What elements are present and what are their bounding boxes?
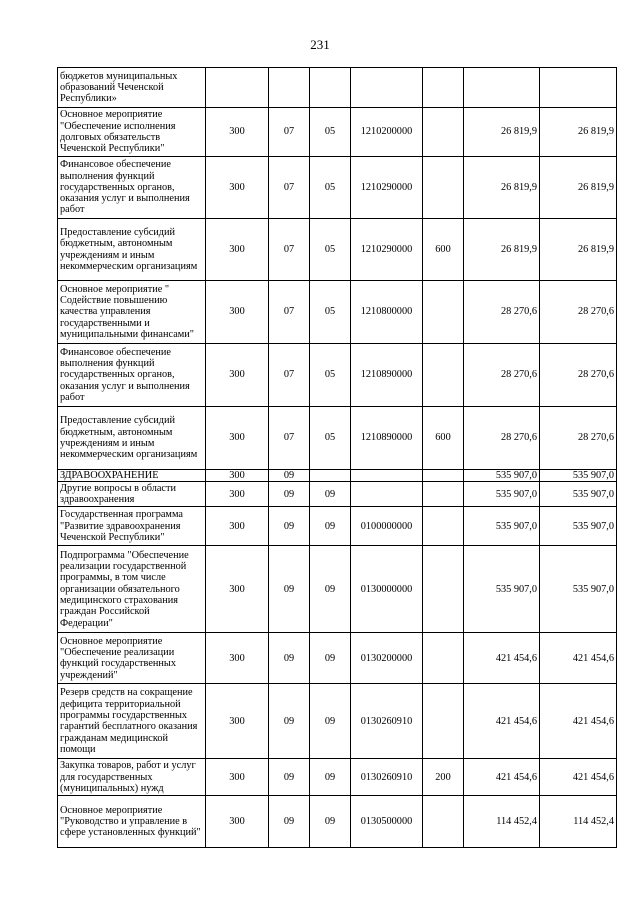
cell-amount-1: 421 454,6 bbox=[464, 684, 540, 759]
page-number: 231 bbox=[310, 37, 330, 52]
cell-section: 09 bbox=[269, 684, 310, 759]
cell-target-article bbox=[351, 470, 423, 482]
cell-section: 09 bbox=[269, 633, 310, 684]
cell-section: 07 bbox=[269, 219, 310, 281]
cell-amount-2: 28 270,6 bbox=[540, 344, 617, 407]
cell-ministry-code: 300 bbox=[206, 507, 269, 546]
cell-description: Основное мероприятие "Обеспечение реализации функций государственных учреждений" bbox=[58, 633, 206, 684]
cell-ministry-code: 300 bbox=[206, 633, 269, 684]
cell-section: 09 bbox=[269, 482, 310, 507]
cell-expense-type bbox=[423, 68, 464, 108]
cell-expense-type: 200 bbox=[423, 759, 464, 796]
table-row bbox=[58, 633, 617, 684]
cell-ministry-code: 300 bbox=[206, 344, 269, 407]
table-row bbox=[58, 108, 617, 157]
cell-target-article: 1210290000 bbox=[351, 157, 423, 219]
cell-subsection: 09 bbox=[310, 759, 351, 796]
cell-target-article: 1210200000 bbox=[351, 108, 423, 157]
cell-ministry-code: 300 bbox=[206, 108, 269, 157]
cell-subsection bbox=[310, 68, 351, 108]
cell-subsection: 09 bbox=[310, 546, 351, 633]
cell-amount-1: 535 907,0 bbox=[464, 470, 540, 482]
cell-subsection: 09 bbox=[310, 482, 351, 507]
table-row bbox=[58, 68, 617, 108]
cell-description: Резерв средств на сокращение дефицита территориальной программы государственных гарантий бесплатного оказания гражданам медицинской помощи bbox=[58, 684, 206, 759]
table-row bbox=[58, 796, 617, 848]
cell-section: 09 bbox=[269, 470, 310, 482]
cell-amount-1: 26 819,9 bbox=[464, 108, 540, 157]
cell-amount-1 bbox=[464, 68, 540, 108]
cell-description: Основное мероприятие " Содействие повышению качества управления государственными и муниципальными финансами" bbox=[58, 281, 206, 344]
cell-amount-1: 28 270,6 bbox=[464, 407, 540, 470]
cell-expense-type bbox=[423, 633, 464, 684]
cell-subsection: 09 bbox=[310, 684, 351, 759]
cell-amount-1: 421 454,6 bbox=[464, 759, 540, 796]
cell-subsection: 05 bbox=[310, 157, 351, 219]
cell-target-article: 0130500000 bbox=[351, 796, 423, 848]
cell-subsection: 05 bbox=[310, 407, 351, 470]
table-row bbox=[58, 507, 617, 546]
cell-target-article: 0130000000 bbox=[351, 546, 423, 633]
cell-ministry-code: 300 bbox=[206, 157, 269, 219]
cell-amount-2: 535 907,0 bbox=[540, 507, 617, 546]
cell-amount-1: 28 270,6 bbox=[464, 344, 540, 407]
cell-amount-2: 421 454,6 bbox=[540, 759, 617, 796]
table-row bbox=[58, 482, 617, 507]
table-row bbox=[58, 407, 617, 470]
cell-expense-type: 600 bbox=[423, 407, 464, 470]
cell-amount-2: 26 819,9 bbox=[540, 157, 617, 219]
cell-ministry-code: 300 bbox=[206, 470, 269, 482]
cell-amount-2: 28 270,6 bbox=[540, 281, 617, 344]
cell-description: Закупка товаров, работ и услуг для государственных (муниципальных) нужд bbox=[58, 759, 206, 796]
cell-description: Государственная программа "Развитие здравоохранения Чеченской Республики" bbox=[58, 507, 206, 546]
table-row bbox=[58, 546, 617, 633]
cell-ministry-code: 300 bbox=[206, 219, 269, 281]
cell-amount-1: 535 907,0 bbox=[464, 482, 540, 507]
cell-description: ЗДРАВООХРАНЕНИЕ bbox=[58, 470, 206, 482]
table-body bbox=[58, 68, 617, 848]
cell-amount-1: 535 907,0 bbox=[464, 507, 540, 546]
cell-target-article bbox=[351, 68, 423, 108]
cell-section: 07 bbox=[269, 108, 310, 157]
cell-description: Финансовое обеспечение выполнения функций государственных органов, оказания услуг и выполнения работ bbox=[58, 157, 206, 219]
table-row bbox=[58, 157, 617, 219]
cell-section bbox=[269, 68, 310, 108]
budget-table bbox=[57, 67, 617, 848]
cell-description: Другие вопросы в области здравоохранения bbox=[58, 482, 206, 507]
cell-section: 07 bbox=[269, 281, 310, 344]
cell-expense-type: 600 bbox=[423, 219, 464, 281]
cell-expense-type bbox=[423, 507, 464, 546]
cell-subsection: 05 bbox=[310, 108, 351, 157]
cell-amount-1: 26 819,9 bbox=[464, 219, 540, 281]
cell-expense-type bbox=[423, 281, 464, 344]
cell-amount-2: 535 907,0 bbox=[540, 482, 617, 507]
cell-description: Основное мероприятие "Руководство и управление в сфере установленных функций" bbox=[58, 796, 206, 848]
cell-expense-type bbox=[423, 344, 464, 407]
cell-amount-1: 421 454,6 bbox=[464, 633, 540, 684]
cell-expense-type bbox=[423, 157, 464, 219]
cell-target-article: 1210890000 bbox=[351, 407, 423, 470]
cell-target-article: 1210890000 bbox=[351, 344, 423, 407]
cell-ministry-code: 300 bbox=[206, 482, 269, 507]
cell-section: 07 bbox=[269, 407, 310, 470]
table-row bbox=[58, 281, 617, 344]
cell-target-article: 0130260910 bbox=[351, 759, 423, 796]
cell-expense-type bbox=[423, 108, 464, 157]
cell-expense-type bbox=[423, 546, 464, 633]
cell-target-article bbox=[351, 482, 423, 507]
cell-target-article: 1210800000 bbox=[351, 281, 423, 344]
cell-subsection bbox=[310, 470, 351, 482]
cell-ministry-code: 300 bbox=[206, 281, 269, 344]
cell-ministry-code bbox=[206, 68, 269, 108]
cell-target-article: 0100000000 bbox=[351, 507, 423, 546]
cell-subsection: 05 bbox=[310, 344, 351, 407]
cell-ministry-code: 300 bbox=[206, 684, 269, 759]
table-row bbox=[58, 470, 617, 482]
cell-description: Подпрограмма "Обеспечение реализации государственной программы, в том числе организации обязательного медицинского страхования граждан Российской Федерации" bbox=[58, 546, 206, 633]
cell-amount-2: 26 819,9 bbox=[540, 108, 617, 157]
cell-description: Финансовое обеспечение выполнения функций государственных органов, оказания услуг и выполнения работ bbox=[58, 344, 206, 407]
cell-section: 09 bbox=[269, 759, 310, 796]
cell-subsection: 05 bbox=[310, 281, 351, 344]
cell-section: 09 bbox=[269, 546, 310, 633]
cell-target-article: 1210290000 bbox=[351, 219, 423, 281]
cell-subsection: 09 bbox=[310, 633, 351, 684]
cell-section: 07 bbox=[269, 344, 310, 407]
cell-subsection: 09 bbox=[310, 507, 351, 546]
cell-ministry-code: 300 bbox=[206, 796, 269, 848]
cell-amount-1: 28 270,6 bbox=[464, 281, 540, 344]
cell-section: 09 bbox=[269, 507, 310, 546]
cell-subsection: 09 bbox=[310, 796, 351, 848]
cell-description: Основное мероприятие "Обеспечение исполнения долговых обязательств Чеченской Республики" bbox=[58, 108, 206, 157]
cell-description: Предоставление субсидий бюджетным, автономным учреждениям и иным некоммерческим организациям bbox=[58, 407, 206, 470]
cell-section: 07 bbox=[269, 157, 310, 219]
cell-subsection: 05 bbox=[310, 219, 351, 281]
cell-ministry-code: 300 bbox=[206, 759, 269, 796]
table-row bbox=[58, 344, 617, 407]
cell-amount-2: 421 454,6 bbox=[540, 633, 617, 684]
cell-amount-2: 114 452,4 bbox=[540, 796, 617, 848]
cell-expense-type bbox=[423, 482, 464, 507]
cell-expense-type bbox=[423, 684, 464, 759]
cell-target-article: 0130200000 bbox=[351, 633, 423, 684]
cell-expense-type bbox=[423, 796, 464, 848]
cell-amount-2: 535 907,0 bbox=[540, 546, 617, 633]
table-row bbox=[58, 759, 617, 796]
cell-section: 09 bbox=[269, 796, 310, 848]
cell-amount-2: 421 454,6 bbox=[540, 684, 617, 759]
cell-amount-1: 26 819,9 bbox=[464, 157, 540, 219]
cell-description: Предоставление субсидий бюджетным, автономным учреждениям и иным некоммерческим организациям bbox=[58, 219, 206, 281]
cell-amount-2 bbox=[540, 68, 617, 108]
cell-amount-2: 26 819,9 bbox=[540, 219, 617, 281]
table-row bbox=[58, 684, 617, 759]
cell-amount-1: 535 907,0 bbox=[464, 546, 540, 633]
cell-description: бюджетов муниципальных образований Чеченской Республики» bbox=[58, 68, 206, 108]
table-row bbox=[58, 219, 617, 281]
cell-amount-1: 114 452,4 bbox=[464, 796, 540, 848]
cell-amount-2: 535 907,0 bbox=[540, 470, 617, 482]
cell-ministry-code: 300 bbox=[206, 546, 269, 633]
cell-ministry-code: 300 bbox=[206, 407, 269, 470]
cell-expense-type bbox=[423, 470, 464, 482]
cell-target-article: 0130260910 bbox=[351, 684, 423, 759]
cell-amount-2: 28 270,6 bbox=[540, 407, 617, 470]
